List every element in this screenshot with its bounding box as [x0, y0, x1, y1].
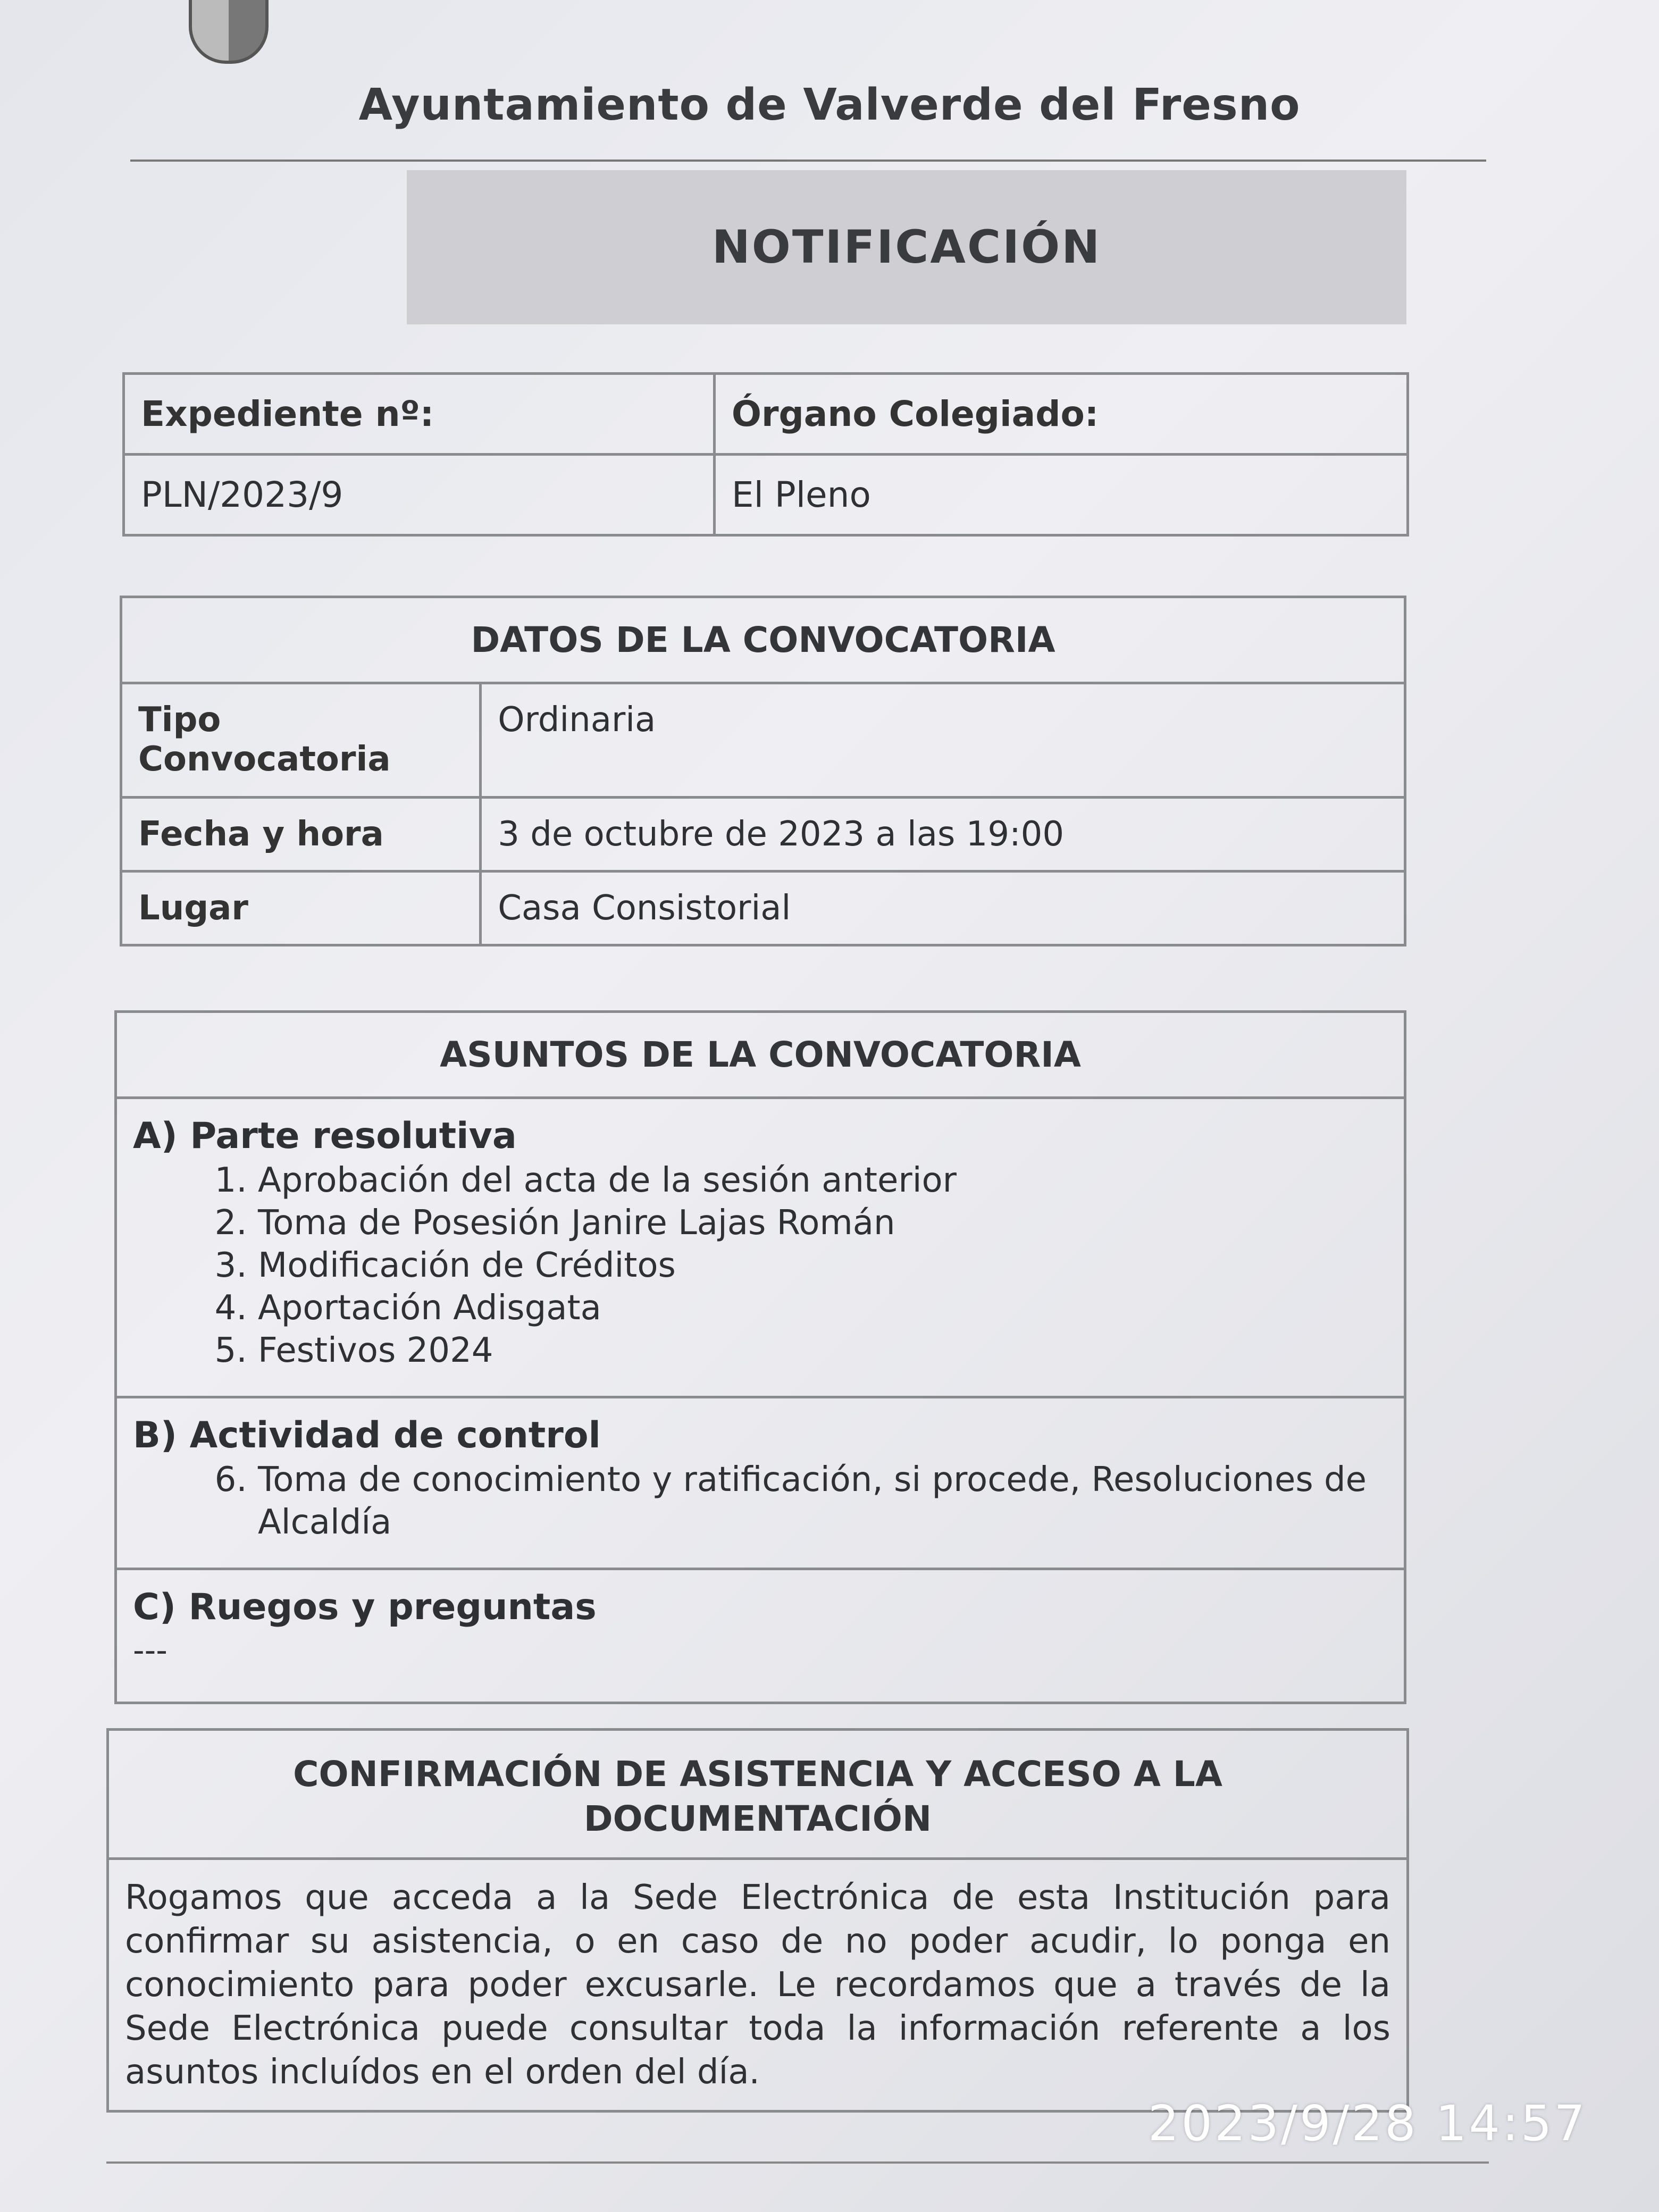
- section-title: C) Ruegos y preguntas: [133, 1586, 597, 1628]
- list-item: 4. Aportación Adisgata: [258, 1287, 1388, 1329]
- table-row: [121, 798, 1405, 872]
- organo-label: Órgano Colegiado:: [714, 374, 1407, 455]
- section-title: B) Actividad de control: [133, 1414, 601, 1456]
- agenda-list: [133, 1459, 1388, 1544]
- lugar-value: Casa Consistorial: [481, 872, 1405, 945]
- asuntos-table: [114, 1010, 1406, 1704]
- table-row: [116, 1012, 1405, 1098]
- list-item: 5. Festivos 2024: [258, 1329, 1388, 1372]
- section-title: A) Parte resolutiva: [133, 1115, 517, 1157]
- footer-divider: [106, 2161, 1489, 2164]
- lugar-label: Lugar: [121, 872, 481, 945]
- table-row: [124, 374, 1408, 455]
- table-row: [116, 1397, 1405, 1569]
- tipo-convocatoria-value: Ordinaria: [481, 683, 1405, 798]
- photo-timestamp: 2023/9/28 14:57: [1147, 2095, 1587, 2152]
- section-actividad-control: [116, 1397, 1405, 1569]
- table-row: [116, 1098, 1405, 1397]
- list-item: 1. Aprobación del acta de la sesión anterior: [258, 1159, 1388, 1202]
- notification-title: NOTIFICACIÓN: [711, 221, 1102, 274]
- table-row: [116, 1569, 1405, 1703]
- table-row: [124, 455, 1408, 535]
- table-row: [121, 597, 1405, 683]
- confirmacion-body: Rogamos que acceda a la Sede Electrónica de esta Institución para confirmar su asistencia, o en caso de no poder acudir, lo ponga en conocimiento para poder excusarle. Le recordamos que a través de la Sede Electrónica puede consultar toda la información referente a los asuntos incluídos en el orden del día.: [108, 1859, 1408, 2112]
- asuntos-heading: ASUNTOS DE LA CONVOCATORIA: [116, 1012, 1405, 1098]
- confirmacion-heading: CONFIRMACIÓN DE ASISTENCIA Y ACCESO A LA DOCUMENTACIÓN: [108, 1730, 1408, 1859]
- notification-banner: [407, 170, 1406, 324]
- section-parte-resolutiva: [116, 1098, 1405, 1397]
- convocatoria-heading: DATOS DE LA CONVOCATORIA: [121, 597, 1405, 683]
- table-row: [108, 1859, 1408, 2112]
- list-item: 2. Toma de Posesión Janire Lajas Román: [258, 1202, 1388, 1244]
- list-item: 3. Modificación de Créditos: [258, 1244, 1388, 1287]
- expediente-label: Expediente nº:: [124, 374, 715, 455]
- coat-of-arms-icon: [189, 0, 269, 64]
- expediente-table: [122, 372, 1409, 537]
- organo-value: El Pleno: [714, 455, 1407, 535]
- fecha-hora-label: Fecha y hora: [121, 798, 481, 872]
- fecha-hora-value: 3 de octubre de 2023 a las 19:00: [481, 798, 1405, 872]
- confirmacion-table: [106, 1728, 1409, 2113]
- municipality-title: Ayuntamiento de Valverde del Fresno: [358, 80, 1301, 130]
- tipo-convocatoria-label: Tipo Convocatoria: [121, 683, 481, 798]
- section-ruegos-preguntas: [116, 1569, 1405, 1703]
- table-row: [121, 872, 1405, 945]
- expediente-value: PLN/2023/9: [124, 455, 715, 535]
- table-row: [121, 683, 1405, 798]
- list-item: 6. Toma de conocimiento y ratificación, si procede, Resoluciones de Alcaldía: [258, 1459, 1388, 1544]
- table-row: [108, 1730, 1408, 1859]
- header-divider: [130, 160, 1486, 162]
- section-note: ---: [133, 1632, 167, 1669]
- convocatoria-table: [120, 596, 1406, 946]
- agenda-list: [133, 1159, 1388, 1372]
